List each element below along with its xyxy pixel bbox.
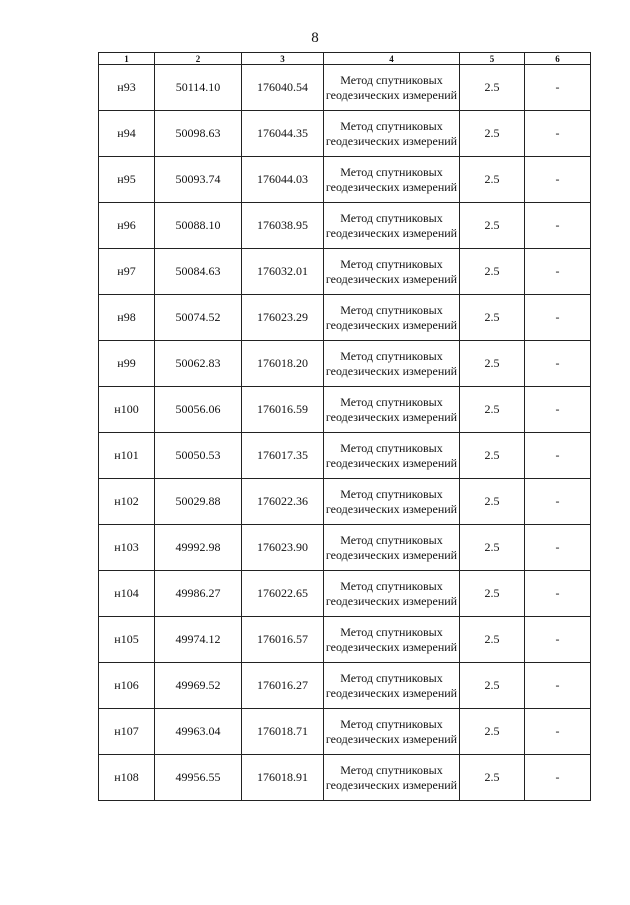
- x-coordinate-cell: 50029.88: [155, 479, 242, 525]
- table-header: [99, 53, 591, 65]
- note-cell: -: [525, 111, 591, 157]
- note-cell: -: [525, 709, 591, 755]
- point-name-cell: н93: [99, 65, 155, 111]
- y-coordinate-cell: 176018.71: [242, 709, 324, 755]
- method-cell: Метод спутниковых геодезических измерений: [324, 617, 460, 663]
- header-col-4: 4: [324, 53, 460, 65]
- note-cell: -: [525, 387, 591, 433]
- point-name-cell: н103: [99, 525, 155, 571]
- method-cell: Метод спутниковых геодезических измерений: [324, 341, 460, 387]
- method-cell: Метод спутниковых геодезических измерений: [324, 157, 460, 203]
- method-cell: Метод спутниковых геодезических измерений: [324, 249, 460, 295]
- header-col-3: 3: [242, 53, 324, 65]
- note-cell: -: [525, 479, 591, 525]
- page-number: 8: [311, 30, 319, 46]
- table-body: [99, 65, 591, 801]
- y-coordinate-cell: 176032.01: [242, 249, 324, 295]
- x-coordinate-cell: 50074.52: [155, 295, 242, 341]
- note-cell: -: [525, 433, 591, 479]
- table-row: [99, 525, 591, 571]
- y-coordinate-cell: 176040.54: [242, 65, 324, 111]
- x-coordinate-cell: 49974.12: [155, 617, 242, 663]
- y-coordinate-cell: 176016.59: [242, 387, 324, 433]
- y-coordinate-cell: 176022.65: [242, 571, 324, 617]
- table-row: [99, 617, 591, 663]
- method-cell: Метод спутниковых геодезических измерений: [324, 663, 460, 709]
- method-cell: Метод спутниковых геодезических измерений: [324, 111, 460, 157]
- accuracy-cell: 2.5: [460, 617, 525, 663]
- method-cell: Метод спутниковых геодезических измерений: [324, 755, 460, 801]
- table-row: [99, 433, 591, 479]
- header-col-1: 1: [99, 53, 155, 65]
- note-cell: -: [525, 203, 591, 249]
- note-cell: -: [525, 755, 591, 801]
- accuracy-cell: 2.5: [460, 387, 525, 433]
- note-cell: -: [525, 341, 591, 387]
- x-coordinate-cell: 50088.10: [155, 203, 242, 249]
- table-row: [99, 249, 591, 295]
- method-cell: Метод спутниковых геодезических измерений: [324, 525, 460, 571]
- point-name-cell: н96: [99, 203, 155, 249]
- table-row: [99, 663, 591, 709]
- accuracy-cell: 2.5: [460, 157, 525, 203]
- accuracy-cell: 2.5: [460, 755, 525, 801]
- note-cell: -: [525, 295, 591, 341]
- method-cell: Метод спутниковых геодезических измерений: [324, 571, 460, 617]
- method-cell: Метод спутниковых геодезических измерений: [324, 295, 460, 341]
- note-cell: -: [525, 249, 591, 295]
- point-name-cell: н106: [99, 663, 155, 709]
- table-row: [99, 755, 591, 801]
- header-col-2: 2: [155, 53, 242, 65]
- accuracy-cell: 2.5: [460, 65, 525, 111]
- point-name-cell: н101: [99, 433, 155, 479]
- table-row: [99, 341, 591, 387]
- table-row: [99, 479, 591, 525]
- method-cell: Метод спутниковых геодезических измерений: [324, 203, 460, 249]
- method-cell: Метод спутниковых геодезических измерений: [324, 65, 460, 111]
- point-name-cell: н97: [99, 249, 155, 295]
- x-coordinate-cell: 49986.27: [155, 571, 242, 617]
- accuracy-cell: 2.5: [460, 249, 525, 295]
- header-row: [99, 53, 591, 65]
- note-cell: -: [525, 571, 591, 617]
- method-cell: Метод спутниковых геодезических измерений: [324, 479, 460, 525]
- y-coordinate-cell: 176017.35: [242, 433, 324, 479]
- accuracy-cell: 2.5: [460, 571, 525, 617]
- accuracy-cell: 2.5: [460, 295, 525, 341]
- accuracy-cell: 2.5: [460, 479, 525, 525]
- point-name-cell: н102: [99, 479, 155, 525]
- x-coordinate-cell: 50056.06: [155, 387, 242, 433]
- method-cell: Метод спутниковых геодезических измерений: [324, 387, 460, 433]
- accuracy-cell: 2.5: [460, 525, 525, 571]
- accuracy-cell: 2.5: [460, 663, 525, 709]
- accuracy-cell: 2.5: [460, 341, 525, 387]
- table-row: [99, 295, 591, 341]
- y-coordinate-cell: 176016.57: [242, 617, 324, 663]
- y-coordinate-cell: 176038.95: [242, 203, 324, 249]
- point-name-cell: н104: [99, 571, 155, 617]
- accuracy-cell: 2.5: [460, 203, 525, 249]
- table-row: [99, 387, 591, 433]
- point-name-cell: н95: [99, 157, 155, 203]
- accuracy-cell: 2.5: [460, 709, 525, 755]
- table-row: [99, 709, 591, 755]
- accuracy-cell: 2.5: [460, 433, 525, 479]
- x-coordinate-cell: 50062.83: [155, 341, 242, 387]
- note-cell: -: [525, 617, 591, 663]
- point-name-cell: н100: [99, 387, 155, 433]
- x-coordinate-cell: 50084.63: [155, 249, 242, 295]
- y-coordinate-cell: 176016.27: [242, 663, 324, 709]
- header-col-6: 6: [525, 53, 591, 65]
- method-cell: Метод спутниковых геодезических измерений: [324, 709, 460, 755]
- y-coordinate-cell: 176018.20: [242, 341, 324, 387]
- table-row: [99, 111, 591, 157]
- x-coordinate-cell: 49956.55: [155, 755, 242, 801]
- header-col-5: 5: [460, 53, 525, 65]
- x-coordinate-cell: 49969.52: [155, 663, 242, 709]
- point-name-cell: н94: [99, 111, 155, 157]
- y-coordinate-cell: 176022.36: [242, 479, 324, 525]
- point-name-cell: н105: [99, 617, 155, 663]
- note-cell: -: [525, 65, 591, 111]
- y-coordinate-cell: 176044.03: [242, 157, 324, 203]
- y-coordinate-cell: 176023.90: [242, 525, 324, 571]
- x-coordinate-cell: 50050.53: [155, 433, 242, 479]
- table-row: [99, 571, 591, 617]
- coordinates-table: [98, 52, 591, 801]
- x-coordinate-cell: 50098.63: [155, 111, 242, 157]
- point-name-cell: н107: [99, 709, 155, 755]
- table-row: [99, 203, 591, 249]
- x-coordinate-cell: 50093.74: [155, 157, 242, 203]
- x-coordinate-cell: 49963.04: [155, 709, 242, 755]
- x-coordinate-cell: 49992.98: [155, 525, 242, 571]
- point-name-cell: н99: [99, 341, 155, 387]
- note-cell: -: [525, 525, 591, 571]
- table-row: [99, 157, 591, 203]
- x-coordinate-cell: 50114.10: [155, 65, 242, 111]
- y-coordinate-cell: 176044.35: [242, 111, 324, 157]
- accuracy-cell: 2.5: [460, 111, 525, 157]
- table-row: [99, 65, 591, 111]
- y-coordinate-cell: 176023.29: [242, 295, 324, 341]
- note-cell: -: [525, 663, 591, 709]
- point-name-cell: н98: [99, 295, 155, 341]
- method-cell: Метод спутниковых геодезических измерений: [324, 433, 460, 479]
- y-coordinate-cell: 176018.91: [242, 755, 324, 801]
- note-cell: -: [525, 157, 591, 203]
- point-name-cell: н108: [99, 755, 155, 801]
